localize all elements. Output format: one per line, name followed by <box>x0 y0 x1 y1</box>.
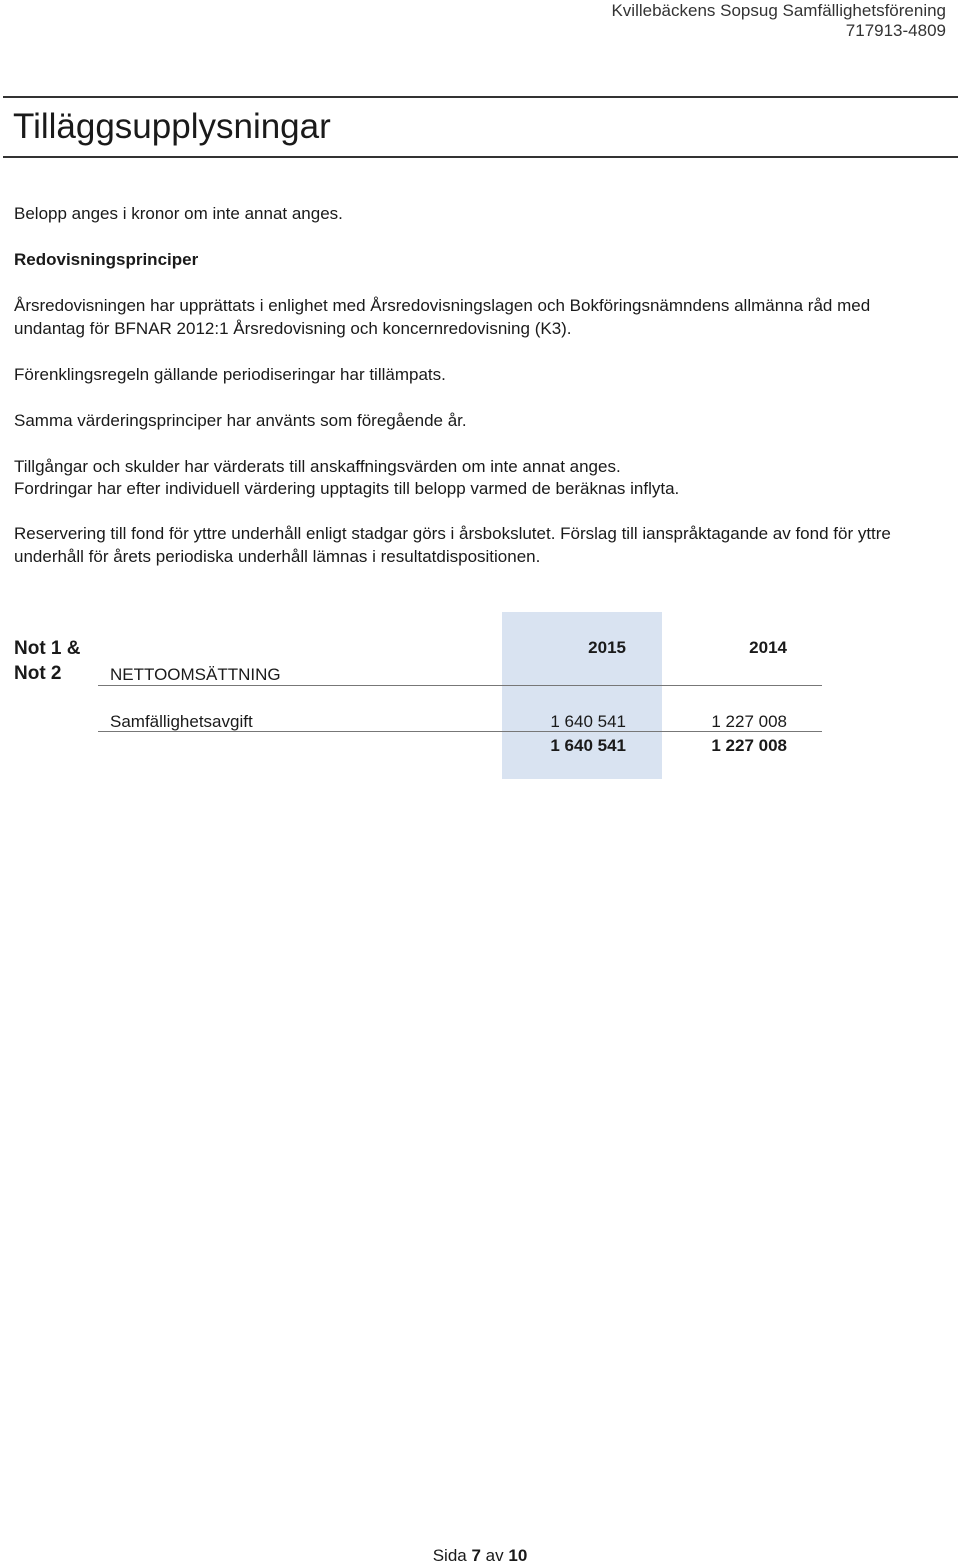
paragraph-line: Fordringar har efter individuell värdering upptagits till belopp varmed de beräknas inflyta. <box>14 479 680 498</box>
table-sum-rule <box>98 731 822 732</box>
title-rule-bottom <box>3 156 958 158</box>
note-label-line1: Not 1 & <box>14 638 81 659</box>
row-value-2014: 1 227 008 <box>711 712 787 731</box>
header-organization: Kvillebäckens Sopsug Samfällighetsförening <box>611 1 946 20</box>
section-heading: Redovisningsprinciper <box>14 250 199 269</box>
paragraph-line: Samma värderingsprinciper har använts som föregående år. <box>14 411 467 430</box>
column-header-2014: 2014 <box>749 638 787 657</box>
footer-current-page: 7 <box>471 1546 481 1565</box>
note-label-line2: Not 2 <box>14 663 62 684</box>
paragraph-line: Reservering till fond för yttre underhåll enligt stadgar görs i årsbokslutet. Förslag till ianspråktagande av fond för yttre <box>14 524 891 543</box>
total-value-2015: 1 640 541 <box>550 736 626 755</box>
paragraph-line: underhåll för årets periodiska underhåll lämnas i resultatdispositionen. <box>14 547 541 566</box>
paragraph-line: Förenklingsregeln gällande periodiseringar har tillämpats. <box>14 365 446 384</box>
paragraph-line: undantag för BFNAR 2012:1 Årsredovisning och koncernredovisning (K3). <box>14 319 572 338</box>
footer-prefix: Sida <box>432 1546 467 1565</box>
total-value-2014: 1 227 008 <box>711 736 787 755</box>
row-value-2015: 1 640 541 <box>550 712 626 731</box>
page-footer <box>0 1545 960 1567</box>
paragraph-line: Tillgångar och skulder har värderats till anskaffningsvärden om inte annat anges. <box>14 457 621 476</box>
row-label: Samfällighetsavgift <box>110 712 253 731</box>
footer-total-pages: 10 <box>508 1546 528 1565</box>
note-title: NETTOOMSÄTTNING <box>110 665 281 684</box>
paragraph-line: Årsredovisningen har upprättats i enlighet med Årsredovisningslagen och Bokföringsnämndens allmänna råd med <box>14 296 871 315</box>
column-header-2015: 2015 <box>588 638 626 657</box>
table-header-rule <box>98 685 822 686</box>
header-org-number: 717913-4809 <box>845 21 946 40</box>
page-title: Tilläggsupplysningar <box>13 107 331 146</box>
footer-middle: av <box>485 1546 504 1565</box>
title-rule-top <box>3 96 958 98</box>
intro-text: Belopp anges i kronor om inte annat anges. <box>14 204 343 223</box>
